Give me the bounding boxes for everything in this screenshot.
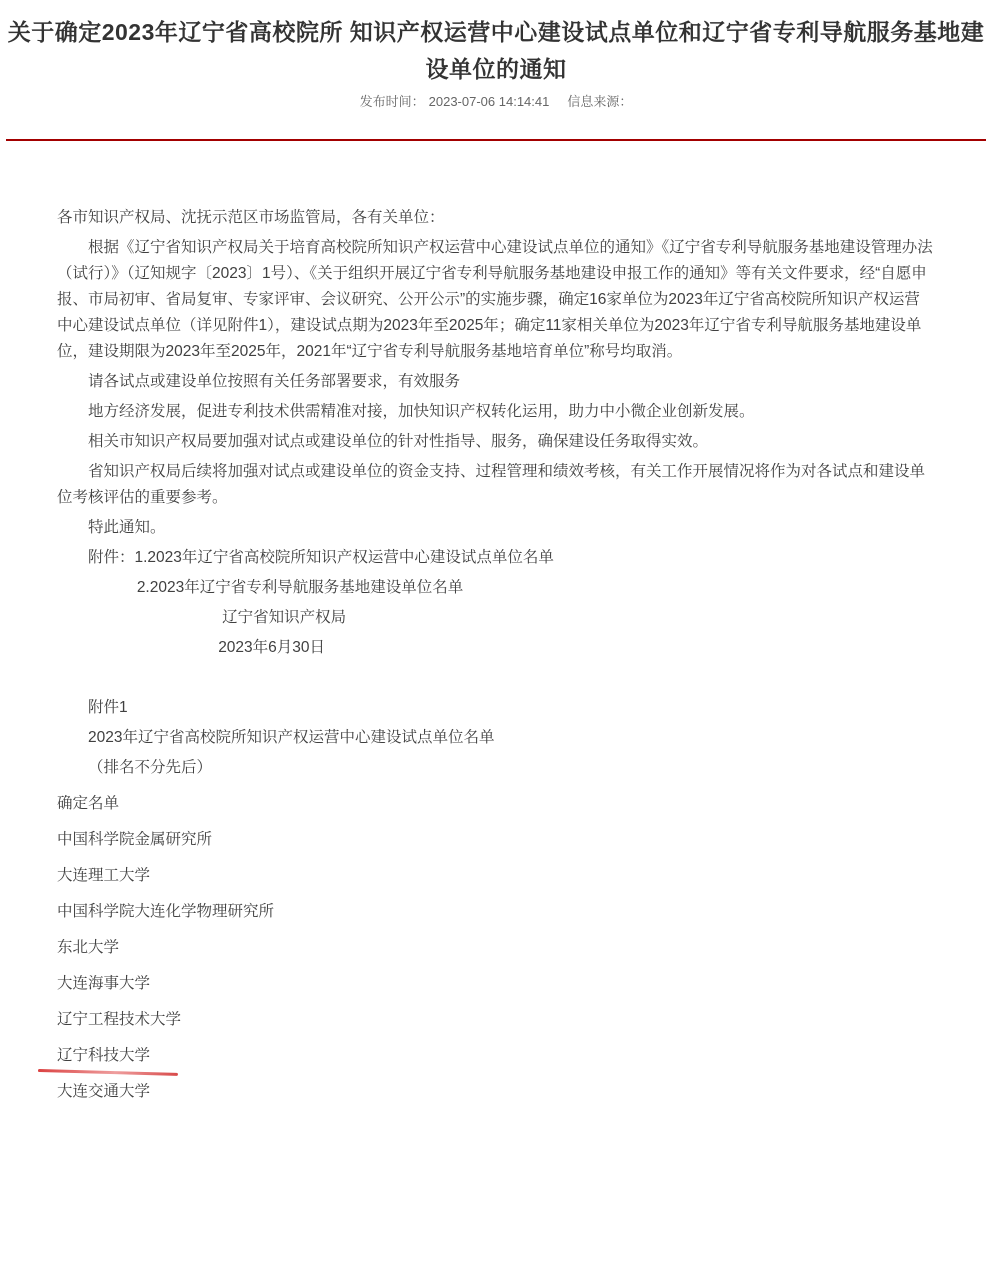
sign-date: 2023年6月30日 [218,639,326,656]
list-item-unit: 中国科学院金属研究所 [57,831,213,848]
publish-time-label: 发布时间： [359,94,425,109]
list-item-unit: 东北大学 [57,939,120,956]
confirmed-list-heading: 确定名单 [57,795,120,812]
list-item-unit: 中国科学院大连化学物理研究所 [57,903,275,920]
publish-time-value: 2023-07-06 14:14:41 [428,94,550,109]
list-item-unit: 大连理工大学 [57,867,151,884]
publish-meta [0,93,992,111]
attachment-ref-1: 附件：1.2023年辽宁省高校院所知识产权运营中心建设试点单位名单 [88,549,554,566]
salutation: 各市知识产权局、沈抚示范区市场监管局，各有关单位： [57,209,445,226]
red-underline-annotation [38,1069,178,1076]
attachment-ref-2: 2.2023年辽宁省专利导航服务基地建设单位名单 [136,579,464,596]
list-item-unit: 大连交通大学 [57,1083,151,1100]
attachment-1-section [57,695,935,1105]
paragraph-basis: 根据《辽宁省知识产权局关于培育高校院所知识产权运营中心建设试点单位的通知》《辽宁省专利导航服务基地建设管理办法（试行）》（辽知规字〔2023〕1号）、《关于组织开展辽宁省专利导航服务基地建设申报工作的通知》等有关文件要求，经“自愿申报、市局初审、省局复审、专家评审、会议研究、公开公示”的实施步骤，确定16家单位为2023年辽宁省高校院所知识产权运营中心建设试点单位（详见附件1），建设试点期为2023年至2025年；确定11家相关单位为2023年辽宁省专利导航服务基地建设单位，建设期限为2023年至2025年，2021年“辽宁省专利导航服务基地培育单位”称号均取消。 [57,239,933,360]
notice-body [0,141,992,1145]
closing-line: 特此通知。 [88,519,166,536]
attachment-1-ranking-note: （排名不分先后） [88,759,213,776]
paragraph-province-bureau: 省知识产权局后续将加强对试点或建设单位的资金支持、过程管理和绩效考核，有关工作开展情况将作为对各试点和建设单位考核评估的重要参考。 [57,463,926,506]
list-item-unit: 辽宁工程技术大学 [57,1011,182,1028]
list-item-unit-underlined [57,1043,935,1069]
attachment-1-title: 2023年辽宁省高校院所知识产权运营中心建设试点单位名单 [88,729,495,746]
signer: 辽宁省知识产权局 [222,609,347,626]
list-item-unit-text: 辽宁科技大学 [57,1047,151,1064]
list-item-unit: 大连海事大学 [57,975,151,992]
paragraph-request-1: 请各试点或建设单位按照有关任务部署要求，有效服务 [88,373,461,390]
page-title: 关于确定2023年辽宁省高校院所 知识产权运营中心建设试点单位和辽宁省专利导航服务基地建设单位的通知 [7,19,985,82]
paragraph-city-bureaus: 相关市知识产权局要加强对试点或建设单位的针对性指导、服务，确保建设任务取得实效。 [88,433,709,450]
attachment-1-label: 附件1 [88,699,128,716]
info-source-label: 信息来源： [567,94,633,109]
paragraph-request-2: 地方经济发展，促进专利技术供需精准对接，加快知识产权转化运用，助力中小微企业创新发展。 [88,403,755,420]
